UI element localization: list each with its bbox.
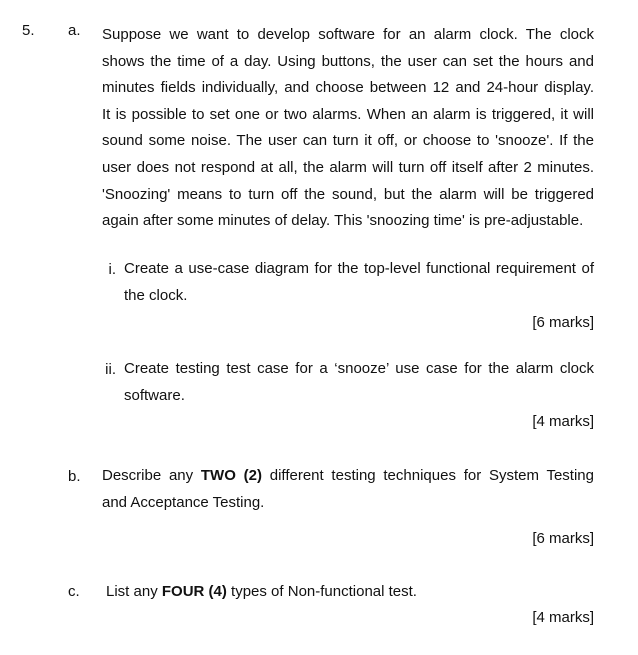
part-b-bold: TWO (2) <box>200 467 262 484</box>
sub-ii-label: ii. <box>105 361 116 378</box>
part-b-post: different testing techniques for System Testing <box>261 467 594 484</box>
part-b-marks: [6 marks] <box>532 530 594 547</box>
sub-i-label: i. <box>108 261 116 278</box>
sub-ii-line: Create testing test case for a ‘snooze’ use case for the alarm clock <box>124 360 594 377</box>
sub-ii-line: software. <box>124 386 185 404</box>
sub-i-marks: [6 marks] <box>532 314 594 331</box>
question-number: 5. <box>22 22 35 39</box>
part-a-line: user does not respond at all, the alarm will turn off itself after 2 minutes. <box>102 158 594 176</box>
part-a-line: sound some noise. The user can turn it off, or choose to 'snooze'. If the <box>102 132 594 150</box>
part-b-text <box>102 463 594 516</box>
part-a-line: Suppose we want to develop software for an alarm clock. The clock <box>102 26 594 43</box>
part-c-marks: [4 marks] <box>532 609 594 626</box>
part-b-line <box>102 463 594 490</box>
sub-ii-marks: [4 marks] <box>532 413 594 430</box>
sub-i-text <box>124 256 594 309</box>
part-c-post: types of Non-functional test. <box>226 583 417 600</box>
part-c-bold: FOUR (4) <box>161 583 227 600</box>
part-b-line: and Acceptance Testing. <box>102 493 265 511</box>
sub-i-line: Create a use-case diagram for the top-level functional requirement of <box>124 260 594 277</box>
part-a-line: 'Snoozing' means to turn off the sound, but the alarm will be triggered <box>102 185 594 203</box>
part-a-line: minutes fields individually, and choose between 12 and 24-hour display. <box>102 79 594 97</box>
part-b-label: b. <box>68 468 81 485</box>
part-a-paragraph <box>102 22 594 235</box>
sub-i-line: the clock. <box>124 286 188 304</box>
part-b-pre: Describe any <box>102 467 201 484</box>
part-c-text <box>106 583 417 600</box>
part-c-label: c. <box>68 583 80 600</box>
part-c-pre: List any <box>106 583 162 600</box>
part-a-line: shows the time of a day. Using buttons, the user can set the hours and <box>102 52 594 70</box>
part-a-line: again after some minutes of delay. This 'snoozing time' is pre-adjustable. <box>102 212 584 230</box>
sub-ii-text <box>124 356 594 409</box>
part-a-label: a. <box>68 22 81 39</box>
part-a-line: It is possible to set one or two alarms. When an alarm is triggered, it will <box>102 105 594 123</box>
